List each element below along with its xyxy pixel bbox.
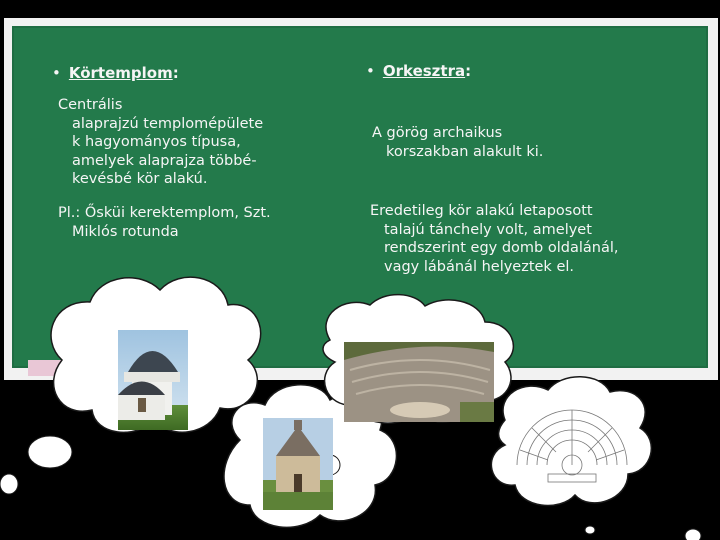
rotunda-image <box>263 418 333 510</box>
left-example: Pl.: Ősküi kerektemplom, Szt. Miklós rotunda <box>58 205 271 240</box>
left-heading: • Körtemplom: <box>52 64 179 82</box>
left-definition: Centrális alaprajzú templomépülete k hagyományos típusa, amelyek alaprajza többé- kevésbé kör alakú. <box>58 97 264 187</box>
right-description: Eredetileg kör alakú letaposott talajú tánchely volt, amelyet rendszerint egy domb oldalánál, vagy lábánál helyeztek el. <box>370 203 619 275</box>
bubble-4 <box>685 529 701 540</box>
heading-korttemplom: Körtemplom <box>68 64 173 82</box>
cloud-far-right <box>491 377 651 506</box>
epidaurus-theatre-image <box>344 342 494 422</box>
right-heading: • Orkesztra: <box>366 62 472 80</box>
right-origin: A görög archaikus korszakban alakult ki. <box>372 125 544 160</box>
bubble-5 <box>585 526 595 534</box>
oskui-church-image <box>118 330 188 430</box>
heading-orkesztra: Orkesztra <box>382 62 466 80</box>
bubble-1 <box>28 436 72 468</box>
bubble-2 <box>0 474 18 494</box>
